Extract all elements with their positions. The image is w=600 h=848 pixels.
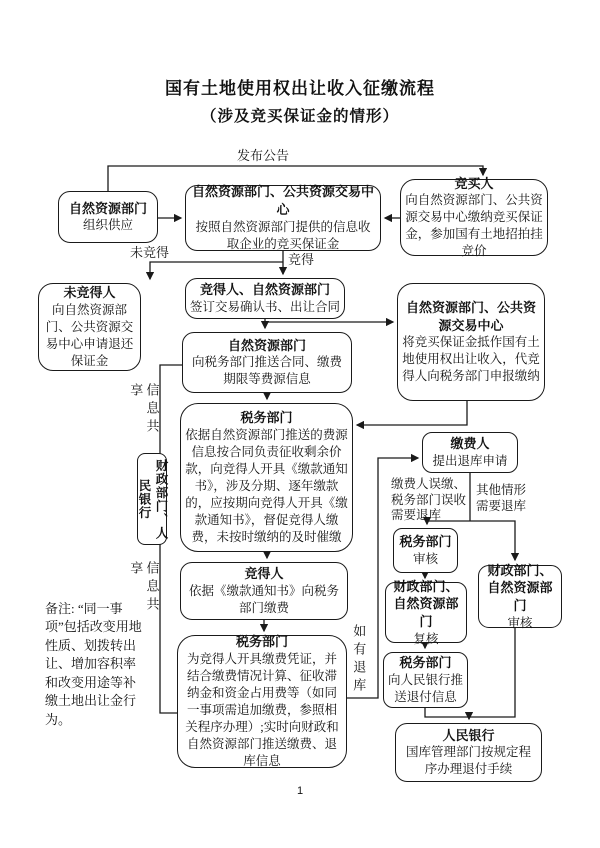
box-org-supply [58,191,158,243]
note-text: 备注: “同一事项”包括改变用地性质、划拨转出让、增加容积率和改变用途等补缴土地出让金行为。 [45,601,142,727]
box-title: 自然资源部门、公共资源交易中心 [405,299,536,333]
label-if-refund: 如有退库 [351,624,367,696]
box-body: 为竞得人开具缴费凭证，并结合缴费情况计算、征收滞纳金和资金占用费等（如同一事项需追加缴费，参照相关程序办理）;实时向财政和自然资源部门推送缴费、退库信息 [185,651,339,768]
box-finance-recheck [385,578,467,646]
box-bidder [400,175,548,259]
label-other-refund: 其他情形需要退库 [476,483,527,513]
box-title: 税务部门 [235,634,288,650]
box-title: 税务部门 [240,410,293,426]
box-body: 签订交易确认书、出让合同 [190,299,341,314]
box-tax-review [393,528,458,573]
box-title: 财政部门、自然资源部门 [393,578,459,629]
page-subtitle: （涉及竞买保证金的情形） [200,108,399,125]
label-info-share-bottom: 信息共享 [128,561,160,615]
box-tax-collect [180,403,353,552]
box-push-info [182,332,352,393]
box-collect-deposit [185,185,381,251]
page-number: 1 [296,785,304,797]
box-body: 审核 [507,615,533,630]
box-sign-contract [185,278,345,319]
box-body: 复核 [413,631,439,646]
box-title: 税务部门 [399,655,452,671]
label-publish-notice: 发布公告 [236,148,289,163]
box-body: 按照自然资源部门提供的信息收取企业的竞买保证金 [195,219,371,251]
box-title: 竞得人、自然资源部门 [199,282,330,298]
box-title: 税务部门 [399,534,452,550]
box-tax-voucher [177,635,347,768]
box-tax-push-refund [383,652,468,708]
label-info-share-top: 信息共享 [128,383,160,437]
label-won: 竞得 [288,252,315,267]
label-mispaid-refund: 缴费人误缴、税务部门误收需要退库 [391,477,467,523]
box-body: 审核 [412,551,438,566]
box-title: 财政部门、自然资源部门 [487,562,553,613]
box-winner-pay [180,562,348,620]
box-title: 自然资源部门 [227,337,306,353]
box-payer-refund [422,432,518,473]
box-body: 向税务部门推送合同、缴费期限等费源信息 [191,355,342,387]
box-title: 自然资源部门 [68,200,147,216]
box-body: 国库管理部门按规定程序办理退付手续 [405,745,531,777]
box-body: 提出退库申请 [432,453,508,468]
box-loser [38,283,141,371]
box-title: 人民银行 [442,727,495,743]
box-title: 竞买人 [454,175,494,191]
box-deposit-offset [397,283,545,401]
box-body: 向自然资源部门、公共资源交易中心缴纳竞买保证金，参加国有土地招拍挂竞价 [405,193,543,259]
box-title: 财政部门、人民银行 [137,458,168,540]
box-finance-review [478,562,562,630]
box-title: 自然资源部门、公共资源交易中心 [191,184,374,217]
box-body: 向人民银行推送退付信息 [388,672,464,704]
box-title: 缴费人 [450,436,490,452]
page-title: 国有土地使用权出让收入征缴流程 [165,79,435,98]
box-body: 将竞买保证金抵作国有土地使用权出让收入，代竞得人向税务部门申报缴纳 [402,335,540,384]
box-finance-pboc [137,453,167,545]
box-pboc [395,723,542,782]
box-body: 依据自然资源部门推送的费源信息按合同负责征收剩余价款，向竞得人开具《缴款通知书》，涉及分期、逐年缴款的，应按期向竞得人开具《缴款通知书》，督促竞得人缴费，未按时缴纳的及时催缴 [185,427,348,544]
box-body: 组织供应 [82,218,133,233]
box-title: 竞得人 [244,566,284,582]
box-body: 向自然资源部门、公共资源交易中心申请退还保证金 [45,302,134,368]
box-body: 依据《缴款通知书》向税务部门缴费 [188,583,339,615]
label-not-won: 未竞得 [130,245,170,260]
box-title: 未竞得人 [63,285,116,301]
